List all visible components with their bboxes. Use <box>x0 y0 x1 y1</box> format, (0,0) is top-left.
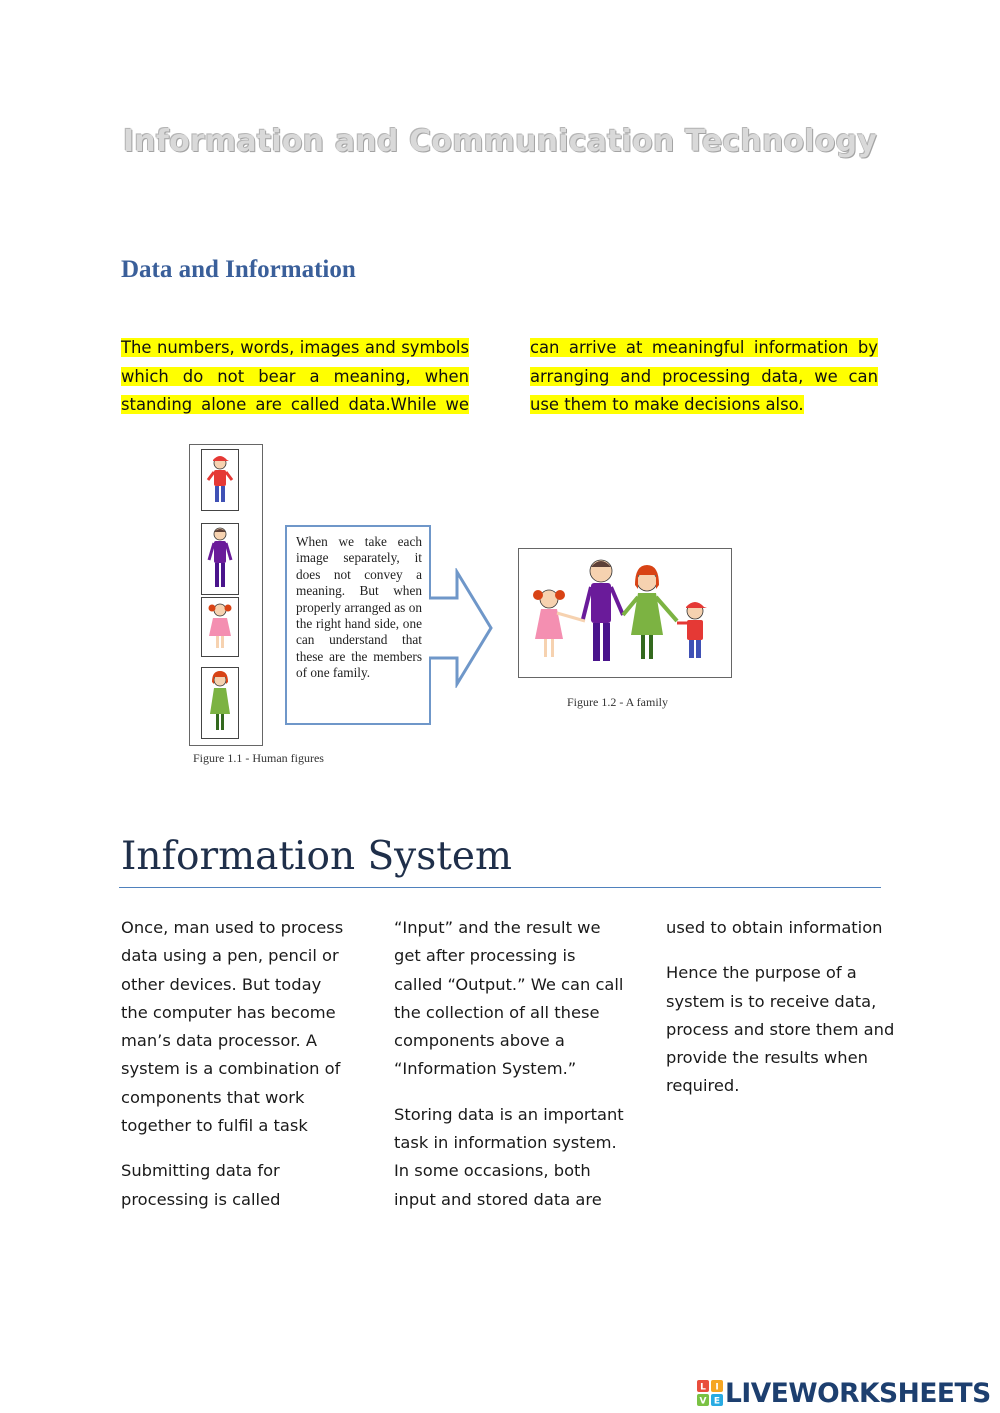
highlighted-text-left: The numbers, words, images and symbols which do not bear a meaning, when standing alone are called data.While we <box>121 338 469 414</box>
figure-caption-family: Figure 1.2 - A family <box>567 695 668 709</box>
liveworksheets-logo-icon <box>697 1380 723 1406</box>
paragraph: “Input” and the result we get after processing is called “Output.” We can call the collection of all these components above a “Information System.” <box>394 918 624 1079</box>
logo-letter: E <box>713 1396 721 1406</box>
boy-figure-icon <box>202 450 238 510</box>
person-box-man <box>201 523 239 595</box>
text-column-2 <box>394 914 626 1231</box>
paragraph: Hence the purpose of a system is to receive data, process and store them and provide the results when required. <box>666 963 895 1096</box>
text-column-3 <box>666 914 898 1118</box>
heading-underline <box>119 887 881 888</box>
person-box-woman <box>201 667 239 739</box>
family-figures-icon <box>519 549 731 677</box>
paragraph: Submitting data for processing is called <box>121 1161 281 1209</box>
family-picture <box>518 548 732 678</box>
logo-letter: L <box>700 1382 706 1393</box>
human-figures-column <box>189 444 263 746</box>
paragraph: used to obtain information <box>666 918 883 937</box>
person-box-boy <box>201 449 239 511</box>
brand-name: LIVEWORKSHEETS <box>725 1377 991 1409</box>
figure-area <box>185 440 745 775</box>
highlighted-paragraph-right <box>530 334 878 420</box>
paragraph: Storing data is an important task in information system. In some occasions, both input and stored data are <box>394 1104 624 1209</box>
explanation-callout: When we take each image separately, it does not convey a meaning. But when properly arranged as on the right hand side, one can understand that these are the members of one family. <box>285 525 431 725</box>
page-title: Information and Communication Technology <box>122 124 878 159</box>
highlighted-paragraph-left <box>121 334 469 420</box>
liveworksheets-brand <box>697 1376 991 1410</box>
section-heading-data-information: Data and Information <box>121 256 356 283</box>
logo-letter: V <box>699 1396 707 1406</box>
highlighted-text-right: can arrive at meaningful information by arranging and processing data, we can use them to make decisions also. <box>530 338 878 414</box>
girl-figure-icon <box>202 598 238 656</box>
person-box-girl <box>201 597 239 657</box>
logo-letter: I <box>715 1382 719 1393</box>
main-heading-information-system: Information System <box>121 834 512 879</box>
text-column-1 <box>121 914 353 1231</box>
paragraph: Once, man used to process data using a pen, pencil or other devices. But today the computer has become man’s data processor. A system is a combination of components that work together to fulfil a task <box>121 918 344 1136</box>
man-figure-icon <box>202 524 238 594</box>
right-arrow-icon <box>429 568 495 688</box>
figure-caption-human-figures: Figure 1.1 - Human figures <box>193 751 324 765</box>
woman-figure-icon <box>202 668 238 738</box>
